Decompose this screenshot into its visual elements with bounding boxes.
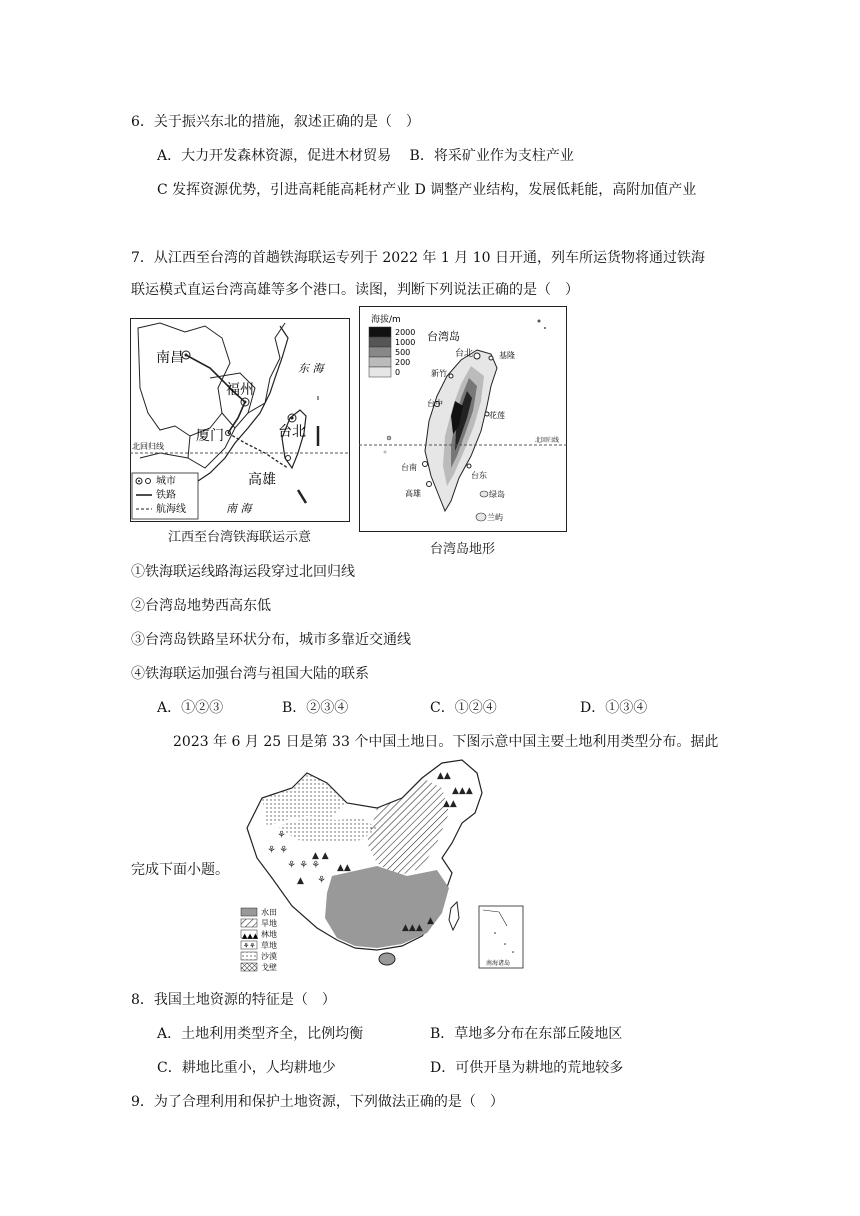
legend-searoute: 航海线 [156,504,186,515]
svg-text:水田: 水田 [261,908,277,917]
svg-text:⚘ ⚘ ⚘: ⚘ ⚘ ⚘ [287,860,321,871]
tropic-label: 北回归线 [132,442,164,451]
q7-stem-line1: 7．从江西至台湾的首趟铁海联运专列于 2022 年 1 月 10 日开通，列车所运货物将通过铁海 [131,250,705,266]
svg-text:▲▲: ▲▲ [437,771,451,781]
svg-text:▲▲: ▲▲ [443,799,457,809]
q8-option-a: A．土地利用类型齐全，比例均衡 [157,1026,364,1042]
q7-stem-line2: 联运模式直运台湾高雄等多个港口。读图，判断下列说法正确的是（ ） [131,282,579,298]
svg-text:500: 500 [395,348,411,357]
svg-text:旱地: 旱地 [261,919,277,928]
legend-elev-title: 海拔/m [371,315,401,325]
svg-text:兰屿: 兰屿 [487,513,503,522]
q6-stem: 6．关于振兴东北的措施，叙述正确的是（ ） [131,114,420,130]
q7-option-b: B．②③④ [282,700,349,716]
svg-text:高雄: 高雄 [405,489,421,498]
svg-text:▲▲: ▲▲ [337,863,351,873]
map2-caption: 台湾岛地形 [430,542,496,557]
city-taibei: 台北 [278,424,306,440]
svg-text:绿岛: 绿岛 [489,490,505,499]
svg-text:戈壁: 戈壁 [261,963,277,972]
china-landuse-map [237,758,529,972]
svg-text:⚘: ⚘ [277,830,286,841]
q7-option-a: A．①②③ [157,700,224,716]
svg-text:草地: 草地 [261,941,277,950]
svg-text:2000: 2000 [395,328,416,337]
q6-options-cd: C 发挥资源优势，引进高耗能高耗材产业 D 调整产业结构，发展低耗能，高附加值产业 [157,182,697,198]
city-gaoxiong: 高雄 [248,472,276,488]
city-fuzhou: 福州 [226,382,254,398]
intro-line1: 2023 年 6 月 25 日是第 33 个中国土地日。下图示意中国主要土地利用类型分布。据此 [173,734,719,750]
q7-option-c: C．①②④ [430,700,497,716]
svg-text:台北: 台北 [455,349,474,359]
taiwan-terrain-map [359,306,567,532]
svg-text:⚘ ⚘: ⚘ ⚘ [267,845,289,856]
svg-text:基隆: 基隆 [499,351,515,360]
svg-text:▲▲▲: ▲▲▲ [452,786,473,796]
q8-option-c: C．耕地比重小，人均耕地少 [157,1060,336,1076]
svg-text:花莲: 花莲 [489,411,505,420]
svg-text:▲▲▲: ▲▲▲ [402,923,423,933]
sea-south: 南 海 [226,502,252,515]
svg-text:▲: ▲ [427,916,434,926]
svg-text:新竹: 新竹 [431,369,447,378]
svg-text:⚘: ⚘ [317,875,326,886]
map1-caption: 江西至台湾铁海联运示意 [168,530,312,545]
q7-statement-1: ①铁海联运线路海运段穿过北回归线 [131,564,355,580]
svg-text:▲: ▲ [297,876,304,886]
svg-text:⚘⚘: ⚘⚘ [243,942,256,950]
city-nanchang: 南昌 [156,350,184,366]
q8-option-d: D．可供开垦为耕地的荒地较多 [430,1060,624,1076]
intro-line2: 完成下面小题。 [131,862,229,878]
sea-east: 东 海 [298,362,324,375]
svg-text:▲▲▲: ▲▲▲ [242,932,259,940]
svg-text:台东: 台东 [471,471,487,480]
q9-stem: 9．为了合理利用和保护土地资源，下列做法正确的是（ ） [131,1094,504,1110]
svg-text:1000: 1000 [395,338,416,347]
svg-text:200: 200 [395,358,411,367]
taiwan-title: 台湾岛 [427,330,460,343]
svg-text:林地: 林地 [261,930,277,939]
svg-text:北回归线: 北回归线 [535,437,560,444]
svg-text:台南: 台南 [401,463,417,472]
q7-statement-3: ③台湾岛铁路呈环状分布，城市多靠近交通线 [131,632,411,648]
q7-option-d: D．①③④ [580,700,648,716]
city-xiamen: 厦门 [196,428,224,444]
q6-options-ab: A．大力开发森林资源，促进木材贸易 B．将采矿业作为支柱产业 [157,148,574,164]
q7-statement-2: ②台湾岛地势西高东低 [131,598,271,614]
jiangxi-taiwan-map [130,318,350,522]
svg-text:台中: 台中 [427,399,443,408]
svg-text:沙漠: 沙漠 [261,952,277,961]
inset-label: 南海诸岛 [486,960,511,967]
legend-railway: 铁路 [156,490,176,501]
svg-text:▲ ▲: ▲ ▲ [312,851,329,861]
svg-text:0: 0 [395,368,401,377]
q8-option-b: B．草地多分布在东部丘陵地区 [430,1026,623,1042]
q7-statement-4: ④铁海联运加强台湾与祖国大陆的联系 [131,666,369,682]
q8-stem: 8．我国土地资源的特征是（ ） [131,992,336,1008]
legend-city: 城市 [156,476,176,487]
